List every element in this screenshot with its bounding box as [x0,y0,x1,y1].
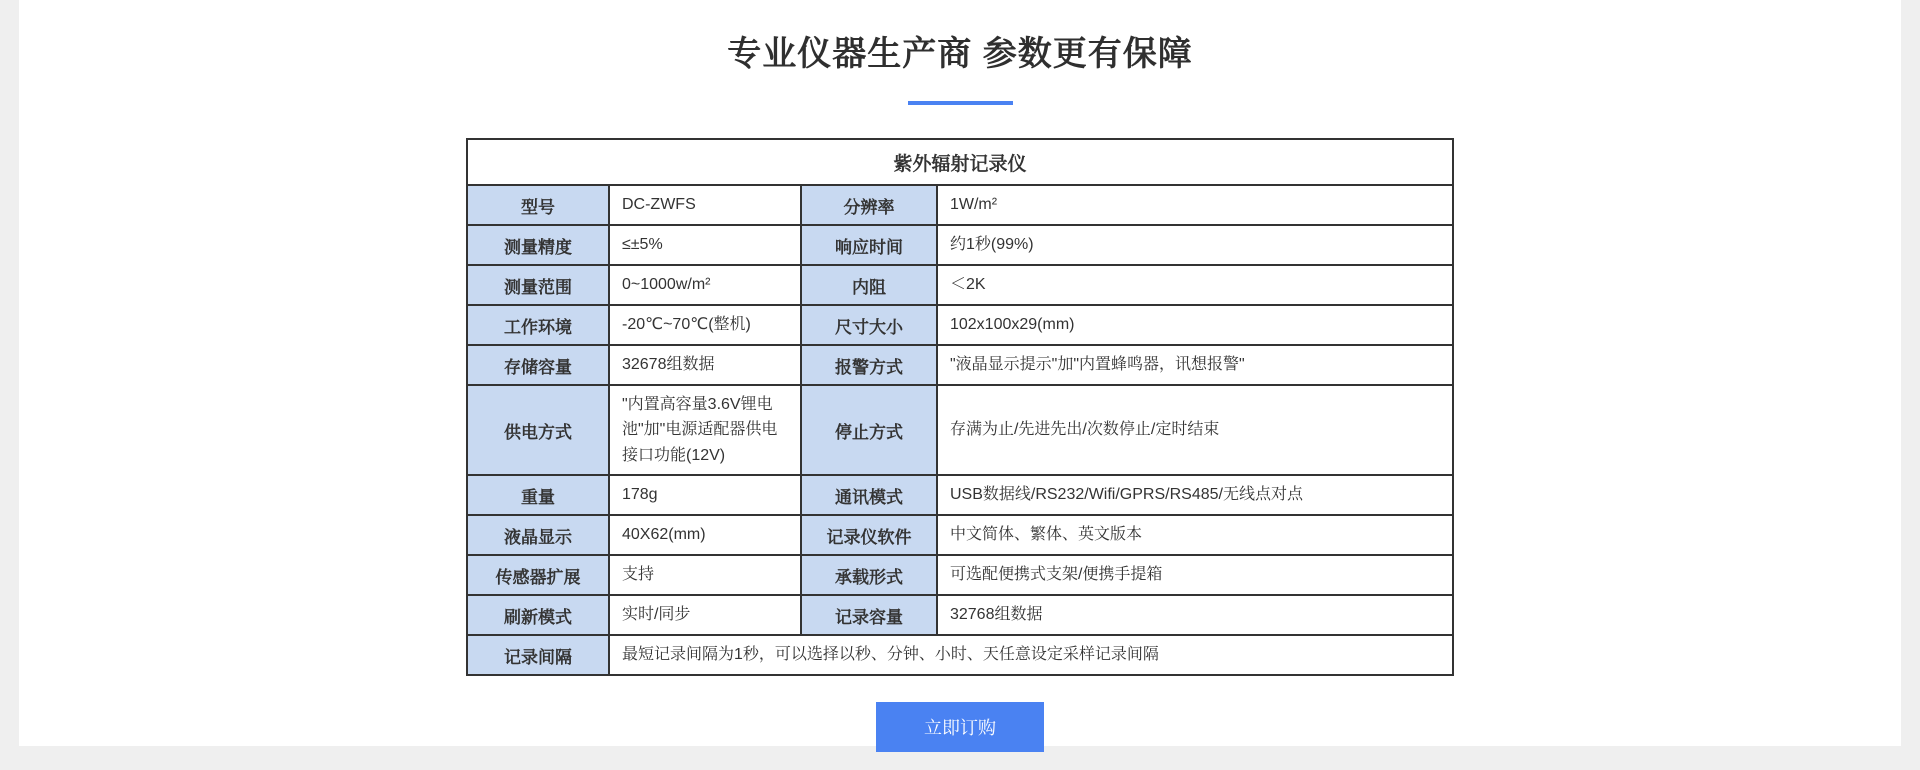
spec-value: 可选配便携式支架/便携手提箱 [937,555,1453,595]
table-row [467,185,1453,225]
spec-value: -20℃~70℃(整机) [609,305,801,345]
spec-label: 测量范围 [467,265,609,305]
spec-label: 工作环境 [467,305,609,345]
table-row [467,475,1453,515]
spec-label: 记录间隔 [467,635,609,675]
spec-value: 支持 [609,555,801,595]
spec-label: 供电方式 [467,385,609,475]
spec-value: 1W/m² [937,185,1453,225]
spec-value: "内置高容量3.6V锂电池"加"电源适配器供电接口功能(12V) [609,385,801,475]
spec-label: 测量精度 [467,225,609,265]
table-row [467,595,1453,635]
spec-label: 通讯模式 [801,475,937,515]
table-row [467,265,1453,305]
order-now-button[interactable]: 立即订购 [876,702,1044,752]
spec-value: DC-ZWFS [609,185,801,225]
page-title: 专业仪器生产商 参数更有保障 [727,35,1193,73]
table-row [467,305,1453,345]
title-underline-divider [908,101,1013,105]
spec-value: 0~1000w/m² [609,265,801,305]
spec-value: 32768组数据 [937,595,1453,635]
table-title: 紫外辐射记录仪 [467,139,1453,185]
spec-value: ≤±5% [609,225,801,265]
spec-value: 约1秒(99%) [937,225,1453,265]
spec-label: 传感器扩展 [467,555,609,595]
spec-label: 存储容量 [467,345,609,385]
spec-label: 型号 [467,185,609,225]
table-row [467,345,1453,385]
table-row [467,555,1453,595]
spec-label: 响应时间 [801,225,937,265]
spec-label: 停止方式 [801,385,937,475]
spec-label: 记录仪软件 [801,515,937,555]
spec-label: 重量 [467,475,609,515]
spec-value: "液晶显示提示"加"内置蜂鸣器，讯想报警" [937,345,1453,385]
content-area [19,0,1901,746]
spec-label: 报警方式 [801,345,937,385]
spec-label: 记录容量 [801,595,937,635]
table-row [467,225,1453,265]
table-row [467,385,1453,475]
spec-label: 分辨率 [801,185,937,225]
spec-label: 承载形式 [801,555,937,595]
spec-table [466,138,1454,676]
spec-value: 存满为止/先进先出/次数停止/定时结束 [937,385,1453,475]
spec-label: 液晶显示 [467,515,609,555]
spec-value: 中文简体、繁体、英文版本 [937,515,1453,555]
spec-value: ＜2K [937,265,1453,305]
spec-value: USB数据线/RS232/Wifi/GPRS/RS485/无线点对点 [937,475,1453,515]
spec-value: 32678组数据 [609,345,801,385]
spec-value: 实时/同步 [609,595,801,635]
spec-value: 40X62(mm) [609,515,801,555]
spec-value: 102x100x29(mm) [937,305,1453,345]
spec-value: 最短记录间隔为1秒，可以选择以秒、分钟、小时、天任意设定采样记录间隔 [609,635,1453,675]
spec-label: 内阻 [801,265,937,305]
spec-label: 刷新模式 [467,595,609,635]
spec-label: 尺寸大小 [801,305,937,345]
spec-value: 178g [609,475,801,515]
table-header-row [467,139,1453,185]
table-row [467,515,1453,555]
table-row [467,635,1453,675]
